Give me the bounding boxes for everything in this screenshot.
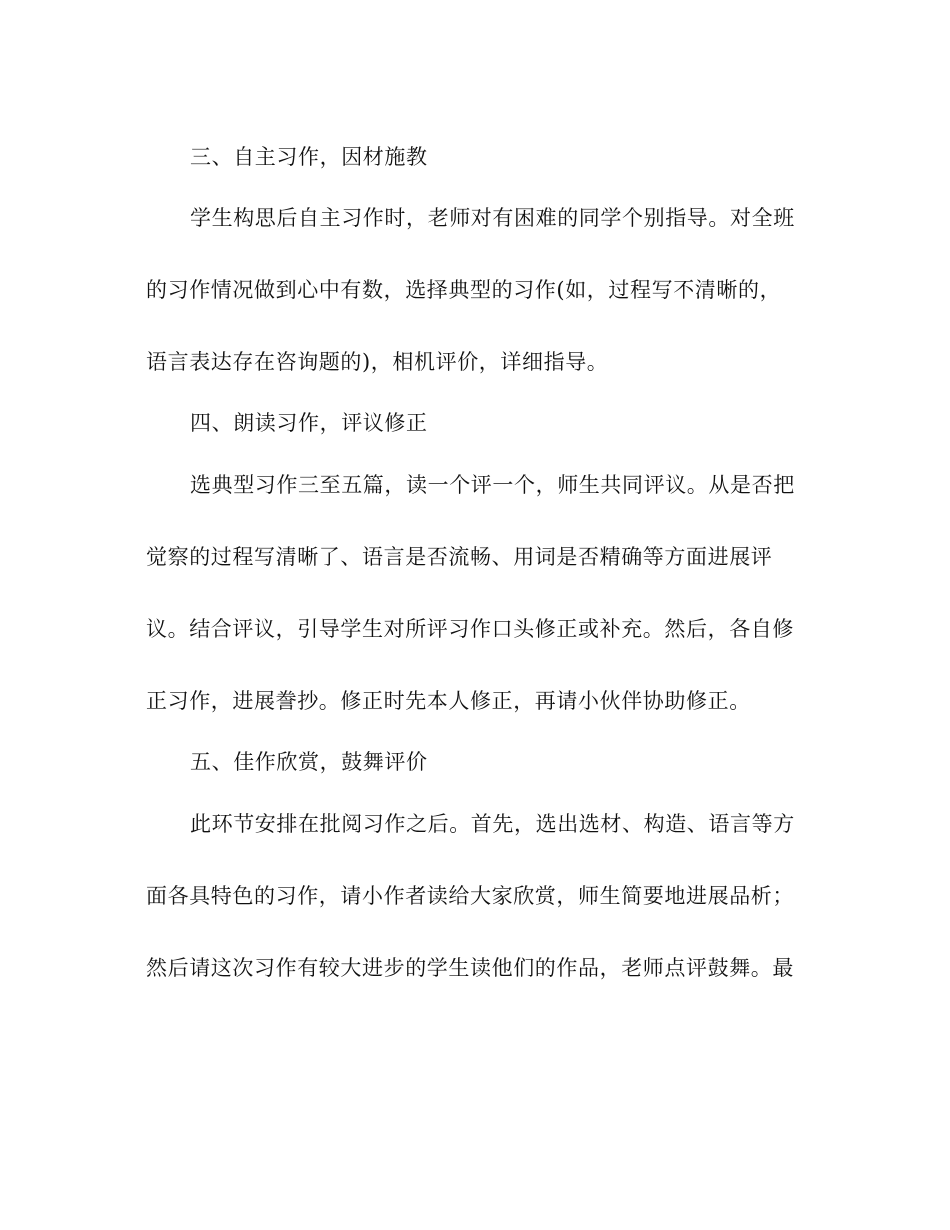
section-heading: 五、佳作欣赏，鼓舞评价 — [190, 750, 428, 774]
section-heading: 四、朗读习作，评议修正 — [190, 411, 428, 435]
paragraph-line: 正习作，进展誊抄。修正时先本人修正，再请小伙伴协助修正。 — [146, 689, 751, 713]
paragraph-line: 的习作情况做到心中有数，选择典型的习作(如，过程写不清晰的， — [146, 278, 782, 302]
paragraph-line: 然后请这次习作有较大进步的学生读他们的作品，老师点评鼓舞。最 — [146, 956, 794, 980]
section-heading: 三、自主习作，因材施教 — [190, 145, 428, 169]
paragraph-line: 面各具特色的习作，请小作者读给大家欣赏，师生简要地进展品析； — [146, 884, 794, 908]
paragraph-line: 觉察的过程写清晰了、语言是否流畅、用词是否精确等方面进展评 — [146, 545, 773, 569]
paragraph-line: 此环节安排在批阅习作之后。首先，选出选材、构造、语言等方 — [190, 812, 795, 836]
paragraph-line: 选典型习作三至五篇，读一个评一个，师生共同评议。从是否把 — [190, 473, 795, 497]
paragraph-line: 议。结合评议，引导学生对所评习作口头修正或补充。然后，各自修 — [146, 617, 794, 641]
paragraph-line: 学生构思后自主习作时，老师对有困难的同学个别指导。对全班 — [190, 206, 795, 230]
paragraph-line: 语言表达存在咨询题的)，相机评价，详细指导。 — [146, 350, 609, 374]
